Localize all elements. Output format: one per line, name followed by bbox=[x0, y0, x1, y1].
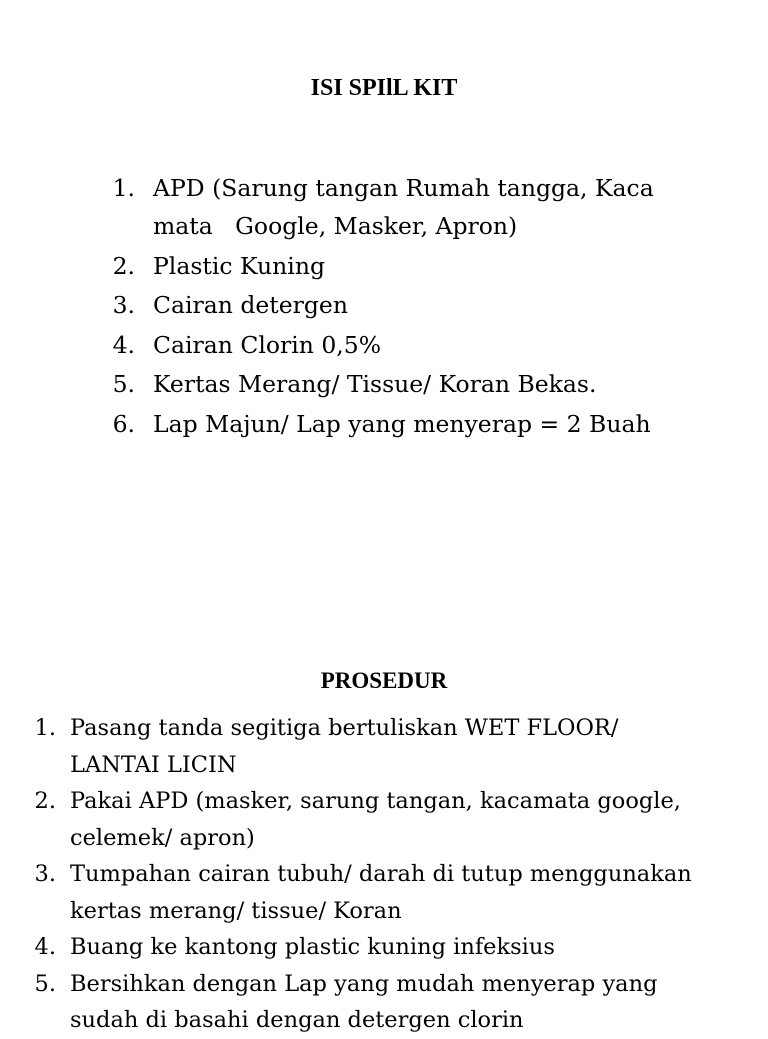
list-item-text: Cairan Clorin 0,5% bbox=[153, 330, 382, 359]
list-item-number: 3. bbox=[34, 861, 56, 887]
list-item bbox=[112, 247, 713, 285]
list-item bbox=[34, 710, 710, 783]
list-item-number: 6. bbox=[112, 409, 135, 438]
list-item bbox=[34, 783, 710, 856]
list-item-text: Lap Majun/ Lap yang menyerap = 2 Buah bbox=[153, 409, 651, 438]
list-item-text: Tumpahan cairan tubuh/ darah di tutup menggunakan kertas merang/ tissue/ Koran bbox=[70, 861, 692, 924]
procedure-list bbox=[34, 710, 710, 1039]
list-item-text: Plastic Kuning bbox=[153, 251, 325, 280]
procedure-title: PROSEDUR bbox=[320, 668, 448, 693]
list-item bbox=[34, 966, 710, 1039]
list-item-text: Kertas Merang/ Tissue/ Koran Bekas. bbox=[153, 370, 597, 398]
list-item-number: 1. bbox=[34, 715, 56, 741]
list-item bbox=[112, 169, 713, 245]
list-item bbox=[34, 929, 710, 966]
list-item-text: APD (Sarung tangan Rumah tangga, Kaca mata Google, Masker, Apron) bbox=[153, 174, 662, 240]
list-item-number: 1. bbox=[112, 174, 135, 202]
list-item bbox=[112, 365, 713, 403]
list-item bbox=[112, 286, 713, 324]
spill-kit-list bbox=[112, 169, 713, 444]
list-item-text: Pakai APD (masker, sarung tangan, kacamata google, celemek/ apron) bbox=[70, 788, 681, 851]
list-item-number: 4. bbox=[34, 934, 56, 960]
list-item-text: Buang ke kantong plastic kuning infeksius bbox=[70, 934, 555, 960]
list-item bbox=[112, 405, 713, 443]
spill-kit-title: ISI SPIlL KIT bbox=[310, 75, 458, 101]
list-item-number: 2. bbox=[34, 788, 56, 814]
list-item bbox=[112, 326, 713, 364]
list-item-number: 3. bbox=[112, 291, 135, 319]
list-item-number: 5. bbox=[112, 370, 135, 398]
list-item-number: 2. bbox=[112, 251, 135, 280]
list-item-number: 5. bbox=[34, 970, 56, 997]
list-item bbox=[34, 856, 710, 929]
list-item-number: 4. bbox=[112, 330, 135, 359]
list-item-text: Pasang tanda segitiga bertuliskan WET FLOOR/ LANTAI LICIN bbox=[70, 715, 619, 778]
list-item-text: Cairan detergen bbox=[153, 291, 348, 319]
list-item-text: Bersihkan dengan Lap yang mudah menyerap yang sudah di basahi dengan detergen clorin bbox=[70, 970, 658, 1033]
